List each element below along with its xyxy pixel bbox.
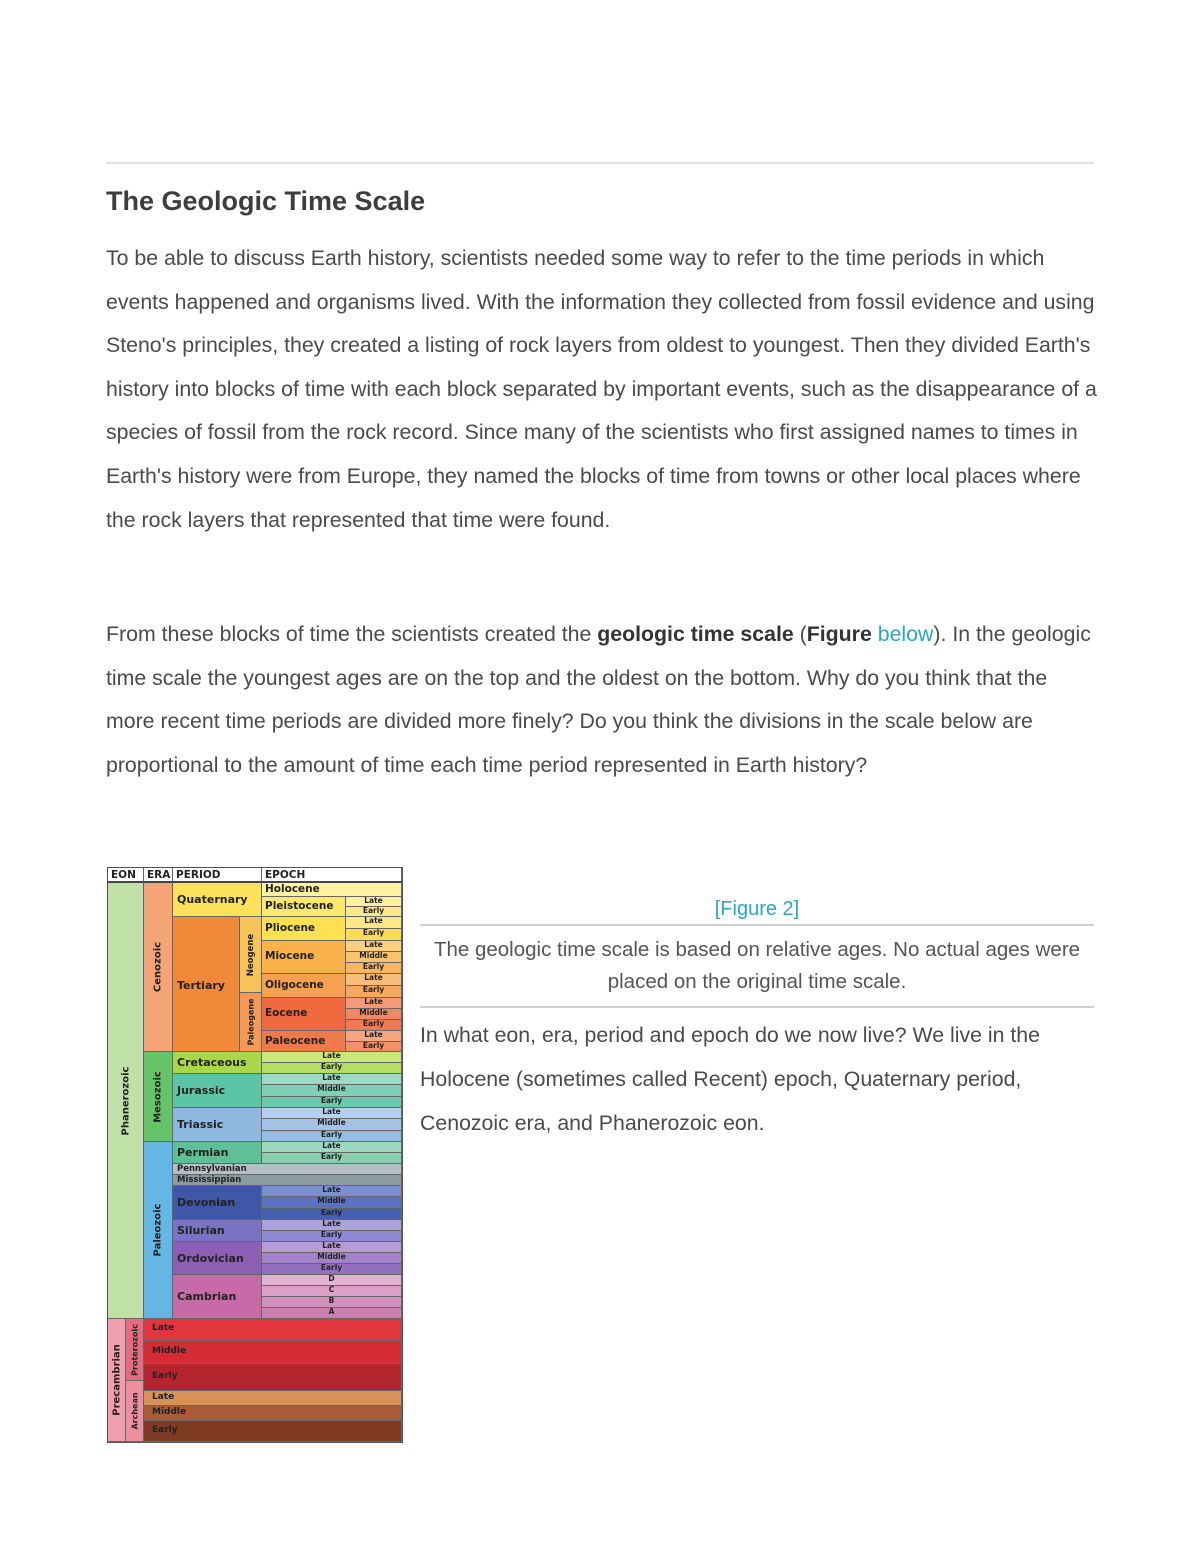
epoch-pliocene <box>262 917 346 941</box>
current-epoch-paragraph: In what eon, era, period and epoch do we now live? We live in the Holocene (sometimes called Recent) epoch, Quaternary period, Cenozoic era, and Phanerozoic eon. <box>420 1023 1040 1135</box>
sub-ordovician-middle: Middle <box>262 1253 402 1264</box>
era-proterozoic <box>126 1319 144 1381</box>
time-scale-paragraph <box>106 613 1098 787</box>
sub-cambrian-a: A <box>262 1308 402 1319</box>
proterozoic-middle <box>144 1341 402 1364</box>
period-pennsylvanian <box>173 1164 402 1175</box>
period-silurian-label: Silurian <box>177 1224 225 1237</box>
era-paleozoic <box>144 1142 173 1319</box>
sub-oligocene-early: Early <box>346 986 402 998</box>
period-tertiary-label: Tertiary <box>177 979 225 992</box>
era-archean-label: Archean <box>130 1392 140 1430</box>
period-triassic-label: Triassic <box>177 1118 224 1131</box>
epoch-oligocene <box>262 974 346 998</box>
header-epoch: EPOCH <box>262 868 402 883</box>
intro-paragraph: To be able to discuss Earth history, scientists needed some way to refer to the time periods in which events happened and organisms lived. With the information they collected from fossil evidence and using Steno's principles, they created a listing of rock layers from oldest to youngest. Then they divided Earth's history into blocks of time with each block separated by important events, such as the disappearance of a species of fossil from the rock record. Since many of the scientists who first assigned names to times in Earth's history were from Europe, they named the blocks of time from towns or other local places where the rock layers that represented that time were found. <box>106 246 1097 532</box>
period-cretaceous-label: Cretaceous <box>177 1056 247 1069</box>
header-eon: EON <box>108 868 144 883</box>
epoch-eocene-label: Eocene <box>265 1007 308 1019</box>
sub-paleocene-late: Late <box>346 1031 402 1042</box>
sub-pleistocene-late: Late <box>346 897 402 907</box>
sub-devonian-late: Late <box>262 1186 402 1197</box>
archean-late-label: Late <box>152 1392 175 1402</box>
sub-miocene-middle: Middle <box>346 952 402 963</box>
sub-jurassic-middle: Middle <box>262 1085 402 1097</box>
sub-miocene-early: Early <box>346 963 402 974</box>
epoch-holocene-label: Holocene <box>265 883 320 895</box>
sub-triassic-middle: Middle <box>262 1119 402 1131</box>
subperiod-paleogene-label: Paleogene <box>246 998 256 1046</box>
sub-cambrian-c: C <box>262 1286 402 1297</box>
p2-text-d: ). In the geologic time scale the youngest ages are on the top and the oldest on the bottom. Why do you think that the more recent time periods are divided more finely? Do you think the divisions in the scale below are proportional to the amount of time each time period represented in Earth history? <box>106 622 1091 777</box>
period-mississippian <box>173 1175 402 1186</box>
epoch-holocene <box>262 883 402 897</box>
period-triassic <box>173 1108 262 1142</box>
proterozoic-early <box>144 1364 402 1391</box>
period-devonian-label: Devonian <box>177 1196 236 1209</box>
period-permian <box>173 1142 262 1164</box>
eon-precambrian-label: Precambrian <box>111 1344 123 1416</box>
sub-cambrian-b: B <box>262 1297 402 1308</box>
era-mesozoic-label: Mesozoic <box>152 1070 164 1123</box>
period-quaternary <box>173 883 262 917</box>
top-divider <box>106 162 1094 164</box>
period-silurian <box>173 1220 262 1242</box>
subperiod-paleogene <box>240 993 262 1052</box>
proterozoic-early-label: Early <box>152 1371 178 1381</box>
period-tertiary <box>173 917 240 1052</box>
sub-eocene-early: Early <box>346 1020 402 1031</box>
era-paleozoic-label: Paleozoic <box>152 1203 164 1257</box>
era-mesozoic <box>144 1052 173 1142</box>
sub-eocene-middle: Middle <box>346 1009 402 1020</box>
period-mississippian-label: Mississippian <box>177 1175 242 1185</box>
sub-jurassic-early: Early <box>262 1097 402 1108</box>
header-period: PERIOD <box>173 868 262 883</box>
archean-late <box>144 1391 402 1406</box>
archean-middle-label: Middle <box>152 1407 187 1417</box>
sub-ordovician-early: Early <box>262 1264 402 1275</box>
eon-precambrian <box>108 1319 126 1442</box>
epoch-paleocene-label: Paleocene <box>265 1035 326 1047</box>
sub-pleistocene-early: Early <box>346 907 402 917</box>
archean-early <box>144 1421 402 1442</box>
sub-cambrian-d: D <box>262 1275 402 1286</box>
page-title: The Geologic Time Scale <box>106 186 426 216</box>
sub-silurian-early: Early <box>262 1231 402 1242</box>
epoch-pleistocene <box>262 897 346 917</box>
period-cambrian-label: Cambrian <box>177 1290 237 1303</box>
period-ordovician <box>173 1242 262 1275</box>
eon-phanerozoic-label: Phanerozoic <box>120 1066 132 1135</box>
period-jurassic <box>173 1074 262 1108</box>
sub-silurian-late: Late <box>262 1220 402 1231</box>
figure-number-link[interactable]: [Figure 2] <box>714 898 800 920</box>
figure-caption-box <box>420 896 1094 1008</box>
epoch-miocene <box>262 941 346 974</box>
sub-devonian-middle: Middle <box>262 1197 402 1209</box>
period-ordovician-label: Ordovician <box>177 1252 244 1265</box>
era-cenozoic-label: Cenozoic <box>152 941 164 993</box>
sub-pliocene-early: Early <box>346 929 402 941</box>
sub-devonian-early: Early <box>262 1209 402 1220</box>
proterozoic-late-label: Late <box>152 1323 175 1333</box>
era-proterozoic-label: Proterozoic <box>130 1323 140 1376</box>
period-cretaceous <box>173 1052 262 1074</box>
period-cambrian <box>173 1275 262 1319</box>
subperiod-neogene-label: Neogene <box>246 933 256 976</box>
epoch-pleistocene-label: Pleistocene <box>265 900 334 912</box>
sub-pliocene-late: Late <box>346 917 402 929</box>
sub-permian-late: Late <box>262 1142 402 1153</box>
p2-text-b: ( <box>793 622 807 646</box>
epoch-eocene <box>262 998 346 1031</box>
sub-paleocene-early: Early <box>346 1042 402 1052</box>
epoch-pliocene-label: Pliocene <box>265 922 316 934</box>
geologic-time-scale-figure <box>107 867 403 1443</box>
eon-phanerozoic <box>108 883 144 1319</box>
period-jurassic-label: Jurassic <box>177 1084 226 1097</box>
sub-miocene-late: Late <box>346 941 402 952</box>
period-quaternary-label: Quaternary <box>177 893 248 906</box>
subperiod-neogene <box>240 917 262 993</box>
sub-ordovician-late: Late <box>262 1242 402 1253</box>
epoch-paleocene <box>262 1031 346 1052</box>
era-archean <box>126 1381 144 1442</box>
sub-triassic-late: Late <box>262 1108 402 1119</box>
figure-caption: The geologic time scale is based on relative ages. No actual ages were placed on the original time scale. <box>433 938 1081 993</box>
caption-rule-bottom <box>420 1006 1094 1008</box>
archean-middle <box>144 1406 402 1421</box>
epoch-oligocene-label: Oligocene <box>265 979 324 991</box>
figure-below-link[interactable]: below <box>877 622 934 646</box>
proterozoic-middle-label: Middle <box>152 1346 187 1356</box>
sub-triassic-early: Early <box>262 1131 402 1142</box>
sub-eocene-late: Late <box>346 998 402 1009</box>
sub-permian-early: Early <box>262 1153 402 1164</box>
sub-cretaceous-early: Early <box>262 1063 402 1074</box>
archean-early-label: Early <box>152 1425 178 1435</box>
era-cenozoic <box>144 883 173 1052</box>
sub-oligocene-late: Late <box>346 974 402 986</box>
period-devonian <box>173 1186 262 1220</box>
sub-jurassic-late: Late <box>262 1074 402 1085</box>
period-pennsylvanian-label: Pennsylvanian <box>177 1164 247 1174</box>
epoch-miocene-label: Miocene <box>265 950 315 962</box>
period-permian-label: Permian <box>177 1146 229 1159</box>
proterozoic-late <box>144 1319 402 1341</box>
term-geologic-time-scale: geologic time scale <box>597 622 794 646</box>
p2-text-a: From these blocks of time the scientists created the <box>106 622 598 646</box>
sub-cretaceous-late: Late <box>262 1052 402 1063</box>
figure-ref-label: Figure <box>806 622 872 646</box>
header-era: ERA <box>144 868 173 883</box>
